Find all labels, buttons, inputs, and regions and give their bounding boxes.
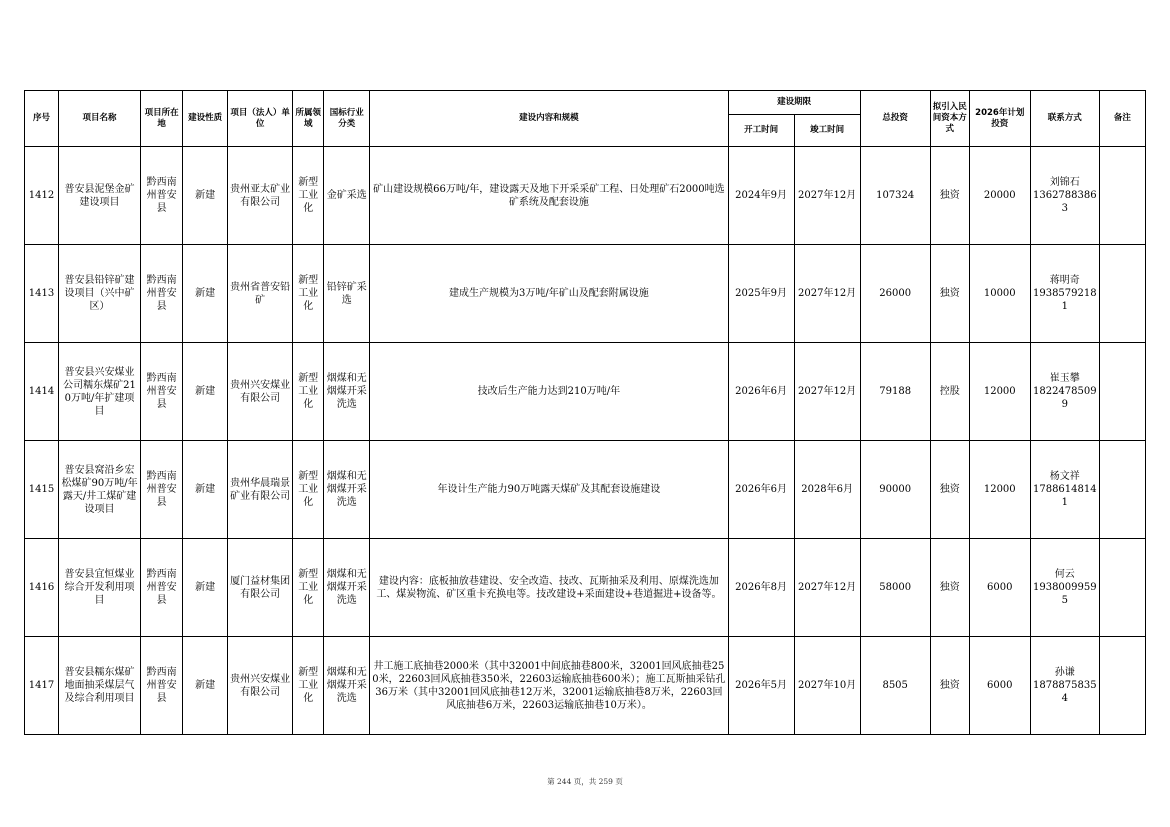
plan-cell: 6000 (969, 539, 1030, 637)
name-cell: 普安县宜恒煤业综合开发利用项目 (59, 539, 141, 637)
capital-cell: 独资 (930, 637, 969, 735)
nature-cell: 新建 (183, 343, 228, 441)
capital-cell: 独资 (930, 245, 969, 343)
field-cell: 新型工业化 (293, 539, 324, 637)
capital-cell: 控股 (930, 343, 969, 441)
plan-cell: 6000 (969, 637, 1030, 735)
total-cell: 58000 (860, 539, 930, 637)
industry-cell: 烟煤和无烟煤开采洗选 (324, 637, 370, 735)
start-cell: 2024年9月 (728, 147, 794, 245)
contact-phone: 18224785099 (1032, 386, 1097, 410)
table-row (25, 637, 1146, 735)
contact-cell (1030, 637, 1099, 735)
header-capital: 拟引入民间资本方式 (930, 91, 969, 147)
header-nature: 建设性质 (183, 91, 228, 147)
location-cell: 黔西南州普安县 (141, 343, 183, 441)
header-end: 竣工时间 (794, 115, 860, 147)
unit-cell: 贵州亚太矿业有限公司 (228, 147, 293, 245)
field-cell: 新型工业化 (293, 147, 324, 245)
field-cell: 新型工业化 (293, 441, 324, 539)
location-cell: 黔西南州普安县 (141, 637, 183, 735)
plan-cell: 10000 (969, 245, 1030, 343)
contact-cell (1030, 343, 1099, 441)
plan-cell: 12000 (969, 441, 1030, 539)
header-seq: 序号 (25, 91, 59, 147)
remark-cell (1099, 245, 1145, 343)
nature-cell: 新建 (183, 539, 228, 637)
nature-cell: 新建 (183, 441, 228, 539)
start-cell: 2026年5月 (728, 637, 794, 735)
end-cell: 2028年6月 (794, 441, 860, 539)
start-cell: 2026年6月 (728, 441, 794, 539)
total-cell: 90000 (860, 441, 930, 539)
industry-cell: 烟煤和无烟煤开采洗选 (324, 539, 370, 637)
seq-cell: 1417 (25, 637, 59, 735)
contact-cell (1030, 441, 1099, 539)
table-row (25, 441, 1146, 539)
contact-phone: 19380099595 (1032, 582, 1097, 606)
start-cell: 2026年6月 (728, 343, 794, 441)
end-cell: 2027年10月 (794, 637, 860, 735)
plan-cell: 12000 (969, 343, 1030, 441)
unit-cell: 厦门益材集团有限公司 (228, 539, 293, 637)
total-cell: 26000 (860, 245, 930, 343)
contact-phone: 18788758354 (1032, 680, 1097, 704)
content-cell: 井工施工底抽巷2000米（其中32001中间底抽巷800米，32001回风底抽巷250米，22603回风底抽巷350米，22603运输底抽巷600米）；施工瓦斯抽采钻孔36万米（其中32001回风底抽巷12万米，32001运输底抽巷8万米，22603回风底抽巷6万米，22603运输底抽巷10万米）。 (370, 637, 728, 735)
content-cell: 建成生产规模为3万吨/年矿山及配套附属设施 (370, 245, 728, 343)
start-cell: 2026年8月 (728, 539, 794, 637)
remark-cell (1099, 441, 1145, 539)
industry-cell: 金矿采选 (324, 147, 370, 245)
header-total: 总投资 (860, 91, 930, 147)
table-body (25, 147, 1146, 735)
seq-cell: 1416 (25, 539, 59, 637)
field-cell: 新型工业化 (293, 245, 324, 343)
nature-cell: 新建 (183, 245, 228, 343)
table-row (25, 343, 1146, 441)
industry-cell: 烟煤和无烟煤开采洗选 (324, 343, 370, 441)
contact-name: 何云 (1054, 569, 1075, 580)
end-cell: 2027年12月 (794, 539, 860, 637)
location-cell: 黔西南州普安县 (141, 147, 183, 245)
content-cell: 建设内容：底板抽放巷建设、安全改造、技改、瓦斯抽采及利用、原煤洗选加工、煤炭物流、矿区重卡充换电等。技改建设+采面建设+巷道掘进+设备等。 (370, 539, 728, 637)
table-row (25, 245, 1146, 343)
seq-cell: 1415 (25, 441, 59, 539)
remark-cell (1099, 539, 1145, 637)
end-cell: 2027年12月 (794, 147, 860, 245)
header-field: 所属领域 (293, 91, 324, 147)
name-cell: 普安县糯东煤矿地面抽采煤层气及综合利用项目 (59, 637, 141, 735)
seq-cell: 1414 (25, 343, 59, 441)
contact-name: 崔玉攀 (1049, 373, 1080, 384)
location-cell: 黔西南州普安县 (141, 539, 183, 637)
name-cell: 普安县兴安煤业公司糯东煤矿210万吨/年扩建项目 (59, 343, 141, 441)
start-cell: 2025年9月 (728, 245, 794, 343)
header-start: 开工时间 (728, 115, 794, 147)
nature-cell: 新建 (183, 637, 228, 735)
header-contact: 联系方式 (1030, 91, 1099, 147)
contact-name: 孙谦 (1054, 667, 1075, 678)
unit-cell: 贵州兴安煤业有限公司 (228, 637, 293, 735)
total-cell: 107324 (860, 147, 930, 245)
contact-name: 刘锦石 (1049, 177, 1080, 188)
table-row (25, 539, 1146, 637)
remark-cell (1099, 343, 1145, 441)
header-industry: 国标行业分类 (324, 91, 370, 147)
header-name: 项目名称 (59, 91, 141, 147)
unit-cell: 贵州兴安煤业有限公司 (228, 343, 293, 441)
name-cell: 普安县铅锌矿建设项目（兴中矿区） (59, 245, 141, 343)
header-plan: 2026年计划投资 (969, 91, 1030, 147)
capital-cell: 独资 (930, 441, 969, 539)
content-cell: 技改后生产能力达到210万吨/年 (370, 343, 728, 441)
contact-phone: 13627883863 (1032, 190, 1097, 214)
contact-name: 蒋明奇 (1049, 275, 1080, 286)
contact-cell (1030, 147, 1099, 245)
seq-cell: 1412 (25, 147, 59, 245)
content-cell: 矿山建设规模66万吨/年，建设露天及地下开采采矿工程、日处理矿石2000吨选矿系统及配套设施 (370, 147, 728, 245)
total-cell: 8505 (860, 637, 930, 735)
name-cell: 普安县窝沿乡宏松煤矿90万吨/年露天/井工煤矿建设项目 (59, 441, 141, 539)
contact-phone: 19385792181 (1032, 288, 1097, 312)
location-cell: 黔西南州普安县 (141, 245, 183, 343)
content-cell: 年设计生产能力90万吨露天煤矿及其配套设施建设 (370, 441, 728, 539)
header-content: 建设内容和规模 (370, 91, 728, 147)
name-cell: 普安县泥堡金矿建设项目 (59, 147, 141, 245)
end-cell: 2027年12月 (794, 245, 860, 343)
location-cell: 黔西南州普安县 (141, 441, 183, 539)
capital-cell: 独资 (930, 539, 969, 637)
project-table (24, 90, 1146, 735)
table-row (25, 147, 1146, 245)
header-period: 建设期限 (728, 91, 860, 115)
unit-cell: 贵州华晨瑞景矿业有限公司 (228, 441, 293, 539)
plan-cell: 20000 (969, 147, 1030, 245)
remark-cell (1099, 637, 1145, 735)
header-unit: 项目（法人）单位 (228, 91, 293, 147)
industry-cell: 铅锌矿采选 (324, 245, 370, 343)
remark-cell (1099, 147, 1145, 245)
contact-cell (1030, 539, 1099, 637)
unit-cell: 贵州省普安铅矿 (228, 245, 293, 343)
field-cell: 新型工业化 (293, 343, 324, 441)
capital-cell: 独资 (930, 147, 969, 245)
seq-cell: 1413 (25, 245, 59, 343)
contact-name: 杨文祥 (1049, 471, 1080, 482)
nature-cell: 新建 (183, 147, 228, 245)
header-remark: 备注 (1099, 91, 1145, 147)
field-cell: 新型工业化 (293, 637, 324, 735)
header-location: 项目所在地 (141, 91, 183, 147)
industry-cell: 烟煤和无烟煤开采洗选 (324, 441, 370, 539)
contact-cell (1030, 245, 1099, 343)
page-footer: 第 244 页，共 259 页 (547, 777, 623, 786)
contact-phone: 17886148141 (1032, 484, 1097, 508)
end-cell: 2027年12月 (794, 343, 860, 441)
total-cell: 79188 (860, 343, 930, 441)
